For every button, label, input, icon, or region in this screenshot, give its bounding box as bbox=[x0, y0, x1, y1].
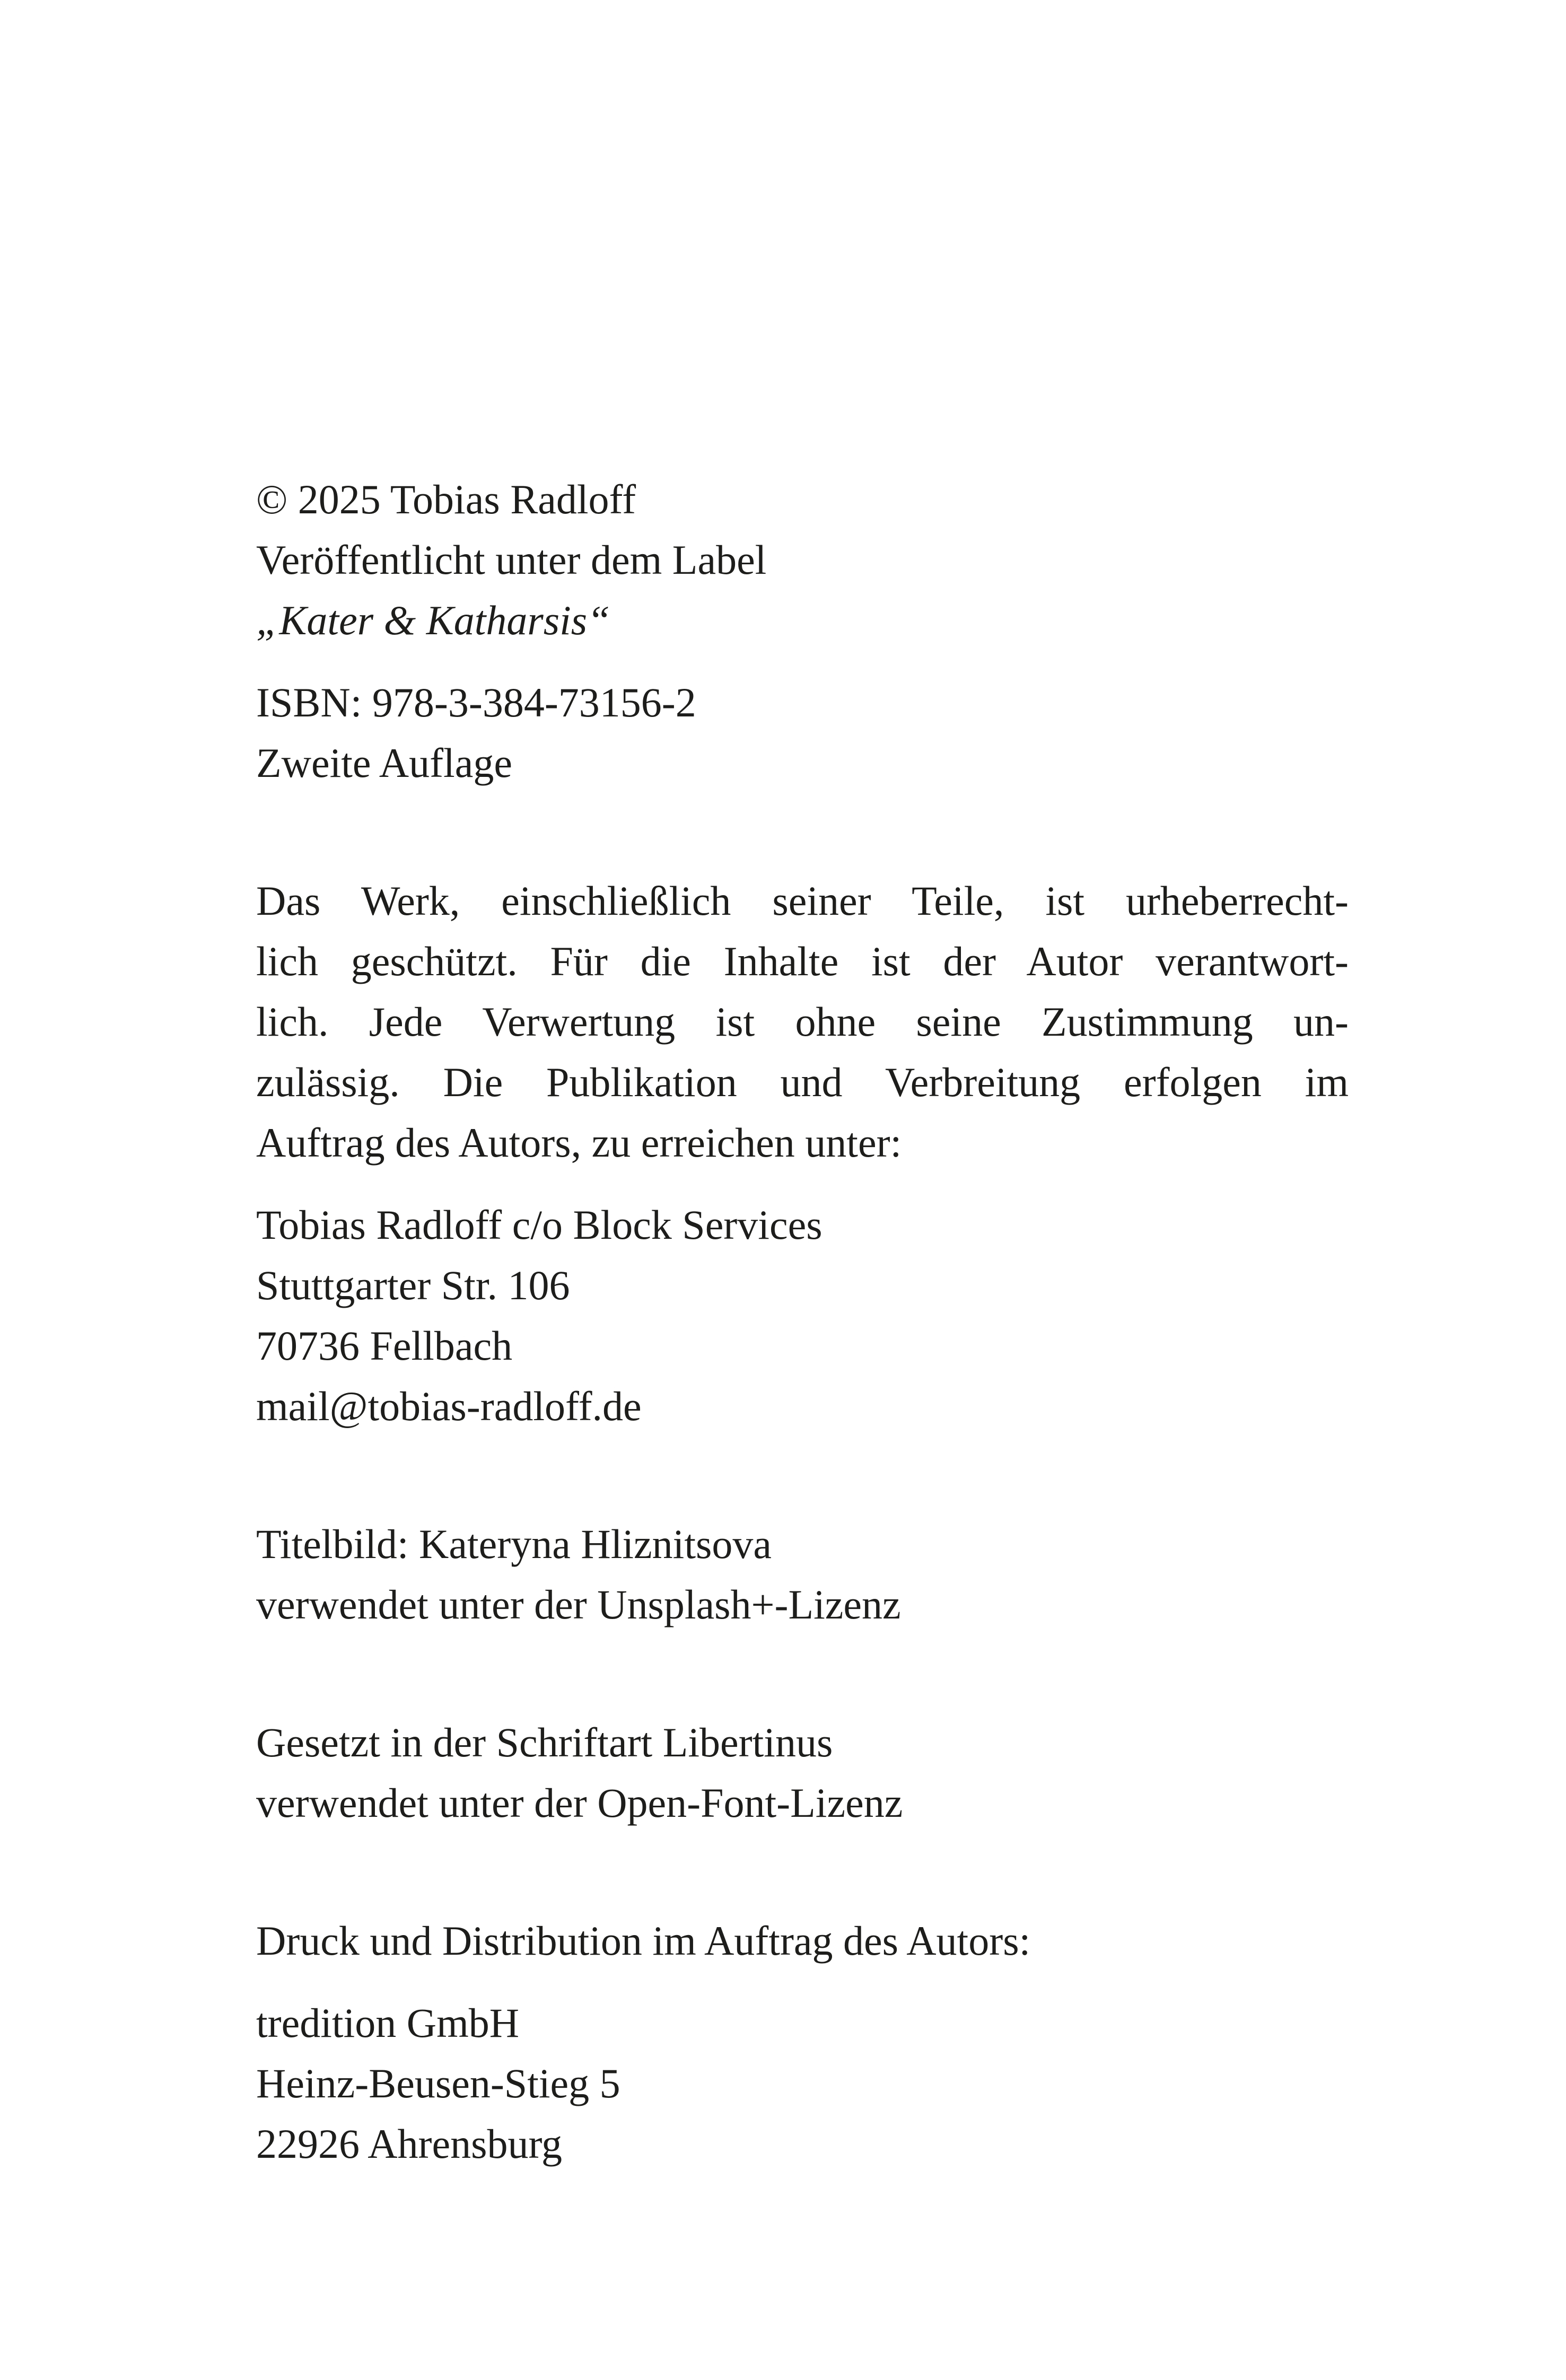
contact-city-line: 70736 Fellbach bbox=[256, 1323, 513, 1369]
printer-name-line: tredition GmbH bbox=[256, 2000, 520, 2046]
rights-line-3: lich. Jede Verwertung ist ohne seine Zustimmung un- bbox=[256, 999, 1349, 1045]
imprint-text-block bbox=[256, 469, 1349, 2174]
printer-street-line: Heinz-Beusen-Stieg 5 bbox=[256, 2060, 620, 2106]
published-under-label-line: Veröffentlicht unter dem Label bbox=[256, 537, 767, 583]
isbn-block bbox=[256, 672, 1349, 793]
label-name-line: „Kater & Katharsis“ bbox=[256, 597, 610, 643]
cover-credit-line: Titelbild: Kateryna Hliznitsova bbox=[256, 1521, 772, 1567]
contact-street-line: Stuttgarter Str. 106 bbox=[256, 1262, 570, 1308]
rights-line-1: Das Werk, einschließlich seiner Teile, ist urheberrecht- bbox=[256, 878, 1349, 924]
edition-line: Zweite Auflage bbox=[256, 740, 512, 786]
copyright-line: © 2025 Tobias Radloff bbox=[256, 476, 636, 522]
print-intro-line: Druck und Distribution im Auftrag des Autors: bbox=[256, 1918, 1031, 1964]
printer-city-line: 22926 Ahrensburg bbox=[256, 2121, 563, 2167]
isbn-line: ISBN: 978-3-384-73156-2 bbox=[256, 679, 696, 725]
typeface-line: Gesetzt in der Schriftart Libertinus bbox=[256, 1719, 833, 1765]
contact-name-line: Tobias Radloff c/o Block Services bbox=[256, 1202, 823, 1248]
typeface-block bbox=[256, 1712, 1349, 1833]
contact-email-line: mail@tobias-radloff.de bbox=[256, 1383, 642, 1429]
print-intro-block bbox=[256, 1911, 1349, 1971]
printer-address-block bbox=[256, 1993, 1349, 2174]
cover-license-line: verwendet unter der Unsplash+-Lizenz bbox=[256, 1581, 901, 1628]
typeface-license-line: verwendet unter der Open-Font-Lizenz bbox=[256, 1780, 903, 1826]
rights-paragraph bbox=[256, 871, 1349, 1173]
publisher-block bbox=[256, 469, 1349, 651]
rights-line-2: lich geschützt. Für die Inhalte ist der Autor verantwort- bbox=[256, 938, 1349, 984]
cover-credit-block bbox=[256, 1514, 1349, 1635]
contact-address-block bbox=[256, 1195, 1349, 1437]
rights-line-5: Auftrag des Autors, zu erreichen unter: bbox=[256, 1119, 902, 1166]
rights-line-4: zulässig. Die Publikation und Verbreitung erfolgen im bbox=[256, 1059, 1349, 1105]
